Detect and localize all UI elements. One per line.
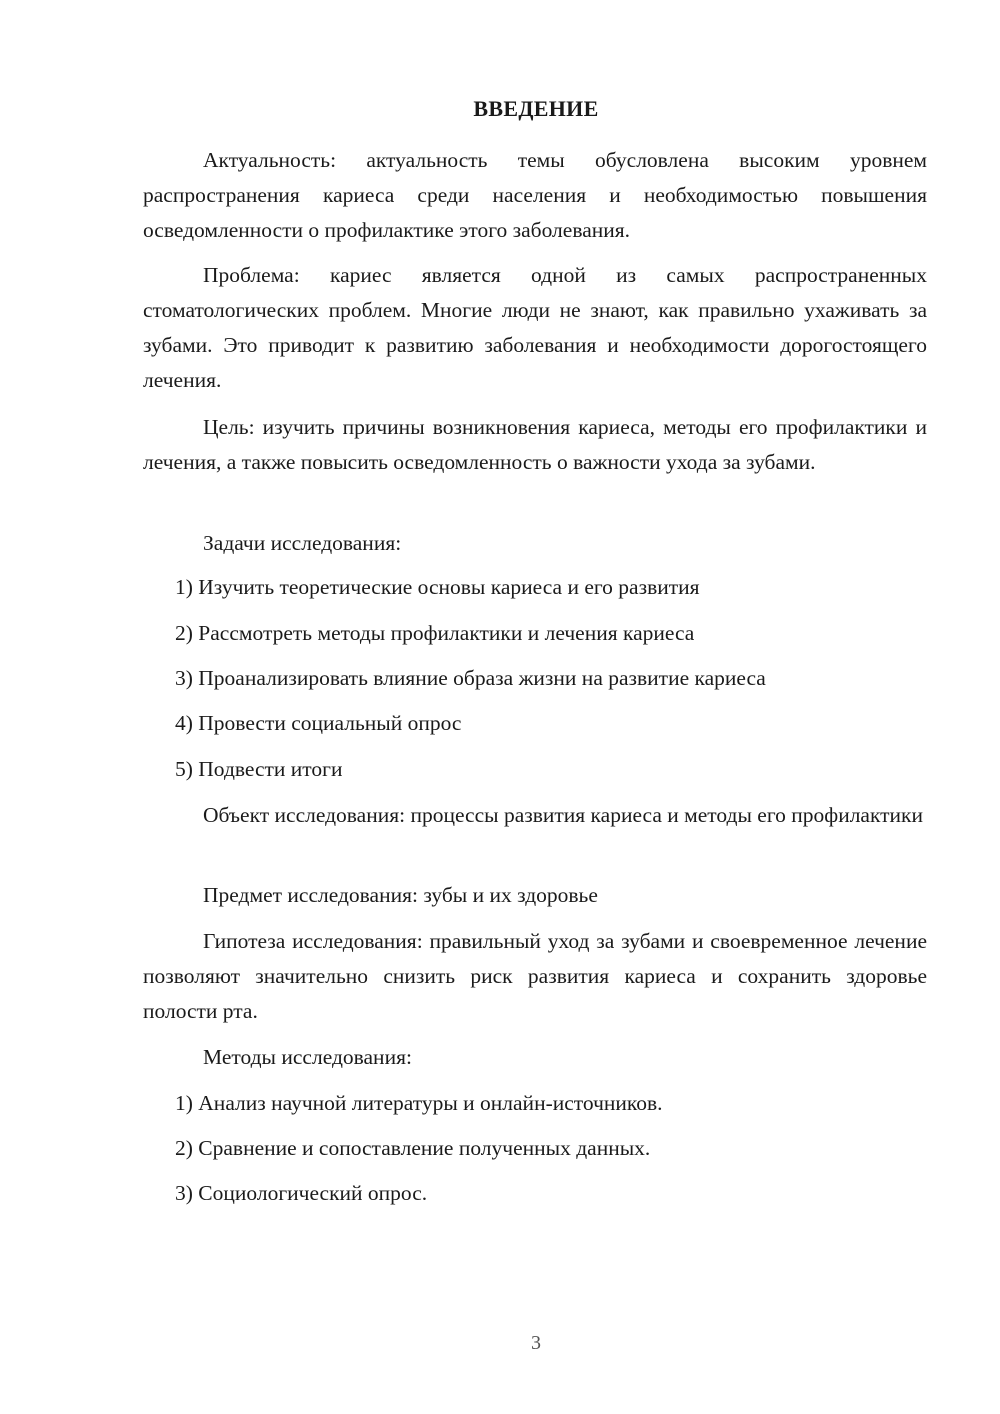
paragraph-relevance: Актуальность: актуальность темы обусловлена высоким уровнем распространения кариеса среди населения и необходимостью повышения осведомленности о профилактике этого заболевания.	[143, 148, 927, 242]
task-item-4: 4) Провести социальный опрос	[175, 711, 462, 735]
paragraph-goal: Цель: изучить причины возникновения кариеса, методы его профилактики и лечения, а также повысить осведомленность о важности ухода за зубами.	[143, 415, 927, 474]
tasks-heading: Задачи исследования:	[203, 531, 402, 555]
task-item-2: 2) Рассмотреть методы профилактики и лечения кариеса	[175, 621, 695, 645]
methods-heading: Методы исследования:	[203, 1045, 412, 1069]
page-title: ВВЕДЕНИЕ	[473, 96, 599, 121]
paragraph-hypothesis: Гипотеза исследования: правильный уход за зубами и своевременное лечение позволяют значительно снизить риск развития кариеса и сохранить здоровье полости рта.	[143, 929, 927, 1023]
paragraph-subject: Предмет исследования: зубы и их здоровье	[203, 883, 598, 907]
paragraph-problem: Проблема: кариес является одной из самых распространенных стоматологических проблем. Многие люди не знают, как правильно ухаживать за зубами. Это приводит к развитию заболевания и необходимости дорогостоящего лечения.	[143, 263, 927, 392]
method-item-1: 1) Анализ научной литературы и онлайн-источников.	[175, 1091, 663, 1115]
method-item-3: 3) Социологический опрос.	[175, 1181, 428, 1205]
task-item-1: 1) Изучить теоретические основы кариеса и его развития	[175, 575, 700, 599]
page-number: 3	[531, 1332, 541, 1354]
task-item-5: 5) Подвести итоги	[175, 757, 343, 781]
paragraph-object: Объект исследования: процессы развития кариеса и методы его профилактики	[203, 803, 923, 827]
task-item-3: 3) Проанализировать влияние образа жизни на развитие кариеса	[175, 666, 766, 690]
method-item-2: 2) Сравнение и сопоставление полученных данных.	[175, 1136, 651, 1160]
